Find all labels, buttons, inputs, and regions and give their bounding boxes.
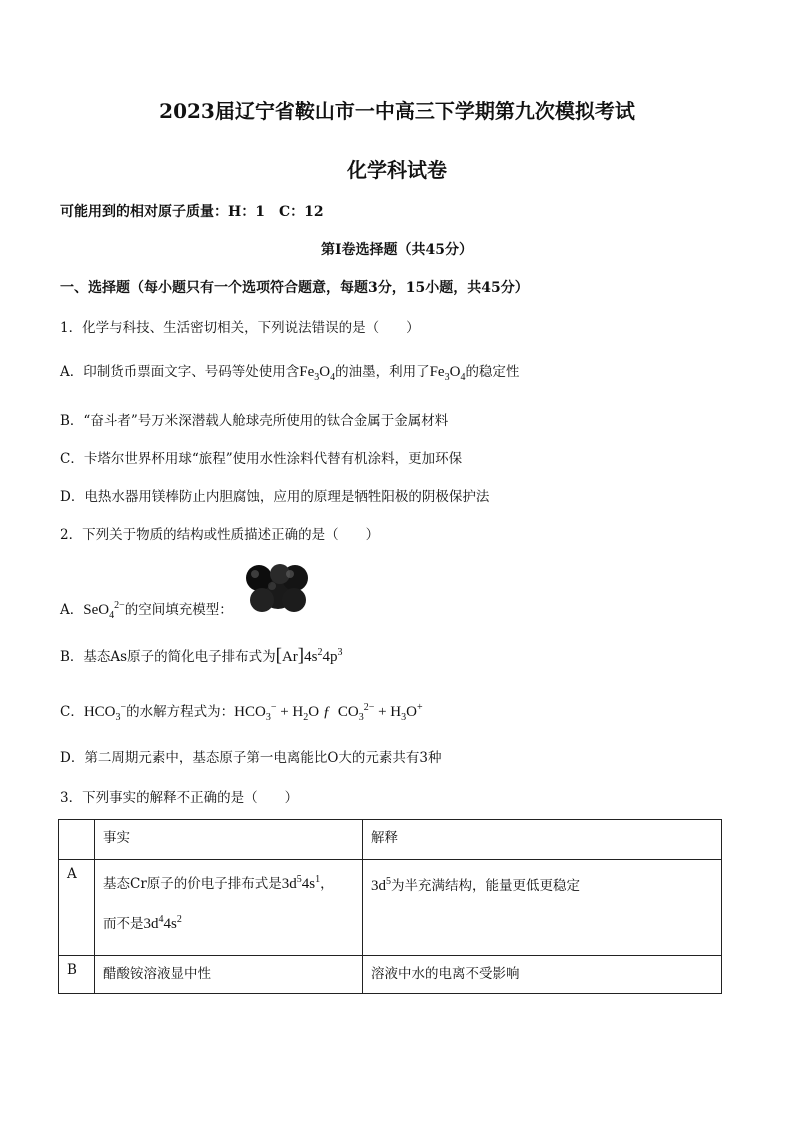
row-a-label: A — [59, 860, 95, 956]
q2-c-label: C． — [60, 704, 84, 720]
subject-title: 化学科试卷 — [347, 158, 447, 182]
atomic-mass-note: 可能用到的相对原子质量：H：1 C：12 — [60, 204, 324, 220]
part-one-heading: 一、选择题（每小题只有一个选项符合题意，每题3分，15小题，共45分） — [60, 280, 529, 296]
table-row — [59, 860, 722, 956]
q1-option-a — [60, 360, 519, 381]
header-explain: 解释 — [363, 820, 722, 860]
q1-stem: 1．化学与科技、生活密切相关，下列说法错误的是（ ） — [60, 320, 420, 336]
formula-fe3o4: $Fe_3O_4$ — [299, 364, 336, 383]
q1-option-d: D．电热水器用镁棒防止内胆腐蚀，应用的原理是牺牲阳极的阴极保护法 — [60, 489, 490, 505]
q1-option-b: B．“奋斗者”号万米深潜载人舱球壳所使用的钛合金属于金属材料 — [60, 413, 449, 429]
formula-hco3: $HCO_3^-$ — [83, 702, 127, 723]
q2-option-c — [60, 700, 423, 721]
q2-b-text: B．基态As原子的简化电子排布式为 — [60, 649, 276, 665]
formula-fe3o4: $Fe_3O_4$ — [429, 364, 466, 383]
q2-a-text: 的空间填充模型： — [124, 602, 233, 618]
q3-table — [58, 819, 722, 994]
row-a-fact: 基态Cr原子的价电子排布式是$3d^54s^1$， 而不是$3d^44s^2$ — [95, 860, 363, 956]
header-empty-cell — [59, 820, 95, 860]
hydrolysis-equation: $HCO_3^- + H_2O$ ƒ $CO_3^{2-} + H_3O^+$ — [234, 702, 423, 723]
q2-option-b — [60, 645, 342, 667]
q3-stem: 3．下列事实的解释不正确的是（ ） — [60, 790, 299, 806]
row-a-fact-text-2: 而不是 — [103, 916, 144, 932]
q2-stem: 2．下列关于物质的结构或性质描述正确的是（ ） — [60, 527, 380, 543]
table-header-row — [59, 820, 722, 860]
q2-a-label: A． — [60, 602, 84, 618]
config-3d5-4s1: $3d^54s^1$ — [281, 874, 321, 892]
exam-title: 2023届辽宁省鞍山市一中高三下学期第九次模拟考试 — [159, 99, 635, 123]
row-a-fact-text-1: 基态Cr原子的价电子排布式是 — [103, 876, 282, 892]
row-a-explain — [363, 860, 722, 956]
header-fact: 事实 — [95, 820, 363, 860]
row-b-fact: 醋酸铵溶液显中性 — [95, 956, 363, 994]
row-b-label: B — [59, 956, 95, 994]
q2-c-text: 的水解方程式为： — [126, 704, 235, 720]
electron-config-as: $[Ar]4s^24p^3$ — [275, 645, 343, 666]
space-filling-model-image — [240, 562, 316, 614]
row-b-explain: 溶液中水的电离不受影响 — [363, 956, 722, 994]
q2-option-a — [60, 598, 233, 619]
q2-option-d: D．第二周期元素中，基态原子第一电离能比O大的元素共有3种 — [60, 750, 442, 766]
section-heading: 第Ⅰ卷选择题（共45分） — [320, 242, 474, 258]
q1-a-mid: 的油墨，利用了 — [335, 364, 430, 380]
q1-a-pre: A．印制货币票面文字、号码等处使用含 — [60, 364, 300, 380]
row-a-explain-text: 为半充满结构，能量更低更稳定 — [391, 878, 580, 894]
table-row — [59, 956, 722, 994]
q1-a-post: 的稳定性 — [465, 364, 520, 380]
q1-option-c: C．卡塔尔世界杯用球“旅程”使用水性涂料代替有机涂料，更加环保 — [60, 451, 463, 467]
config-3d4-4s2: $3d^44s^2$ — [143, 914, 182, 932]
formula-seo4: SeO$_4^{2-}$ — [83, 600, 125, 621]
config-3d5: $3d^5$ — [371, 876, 391, 894]
